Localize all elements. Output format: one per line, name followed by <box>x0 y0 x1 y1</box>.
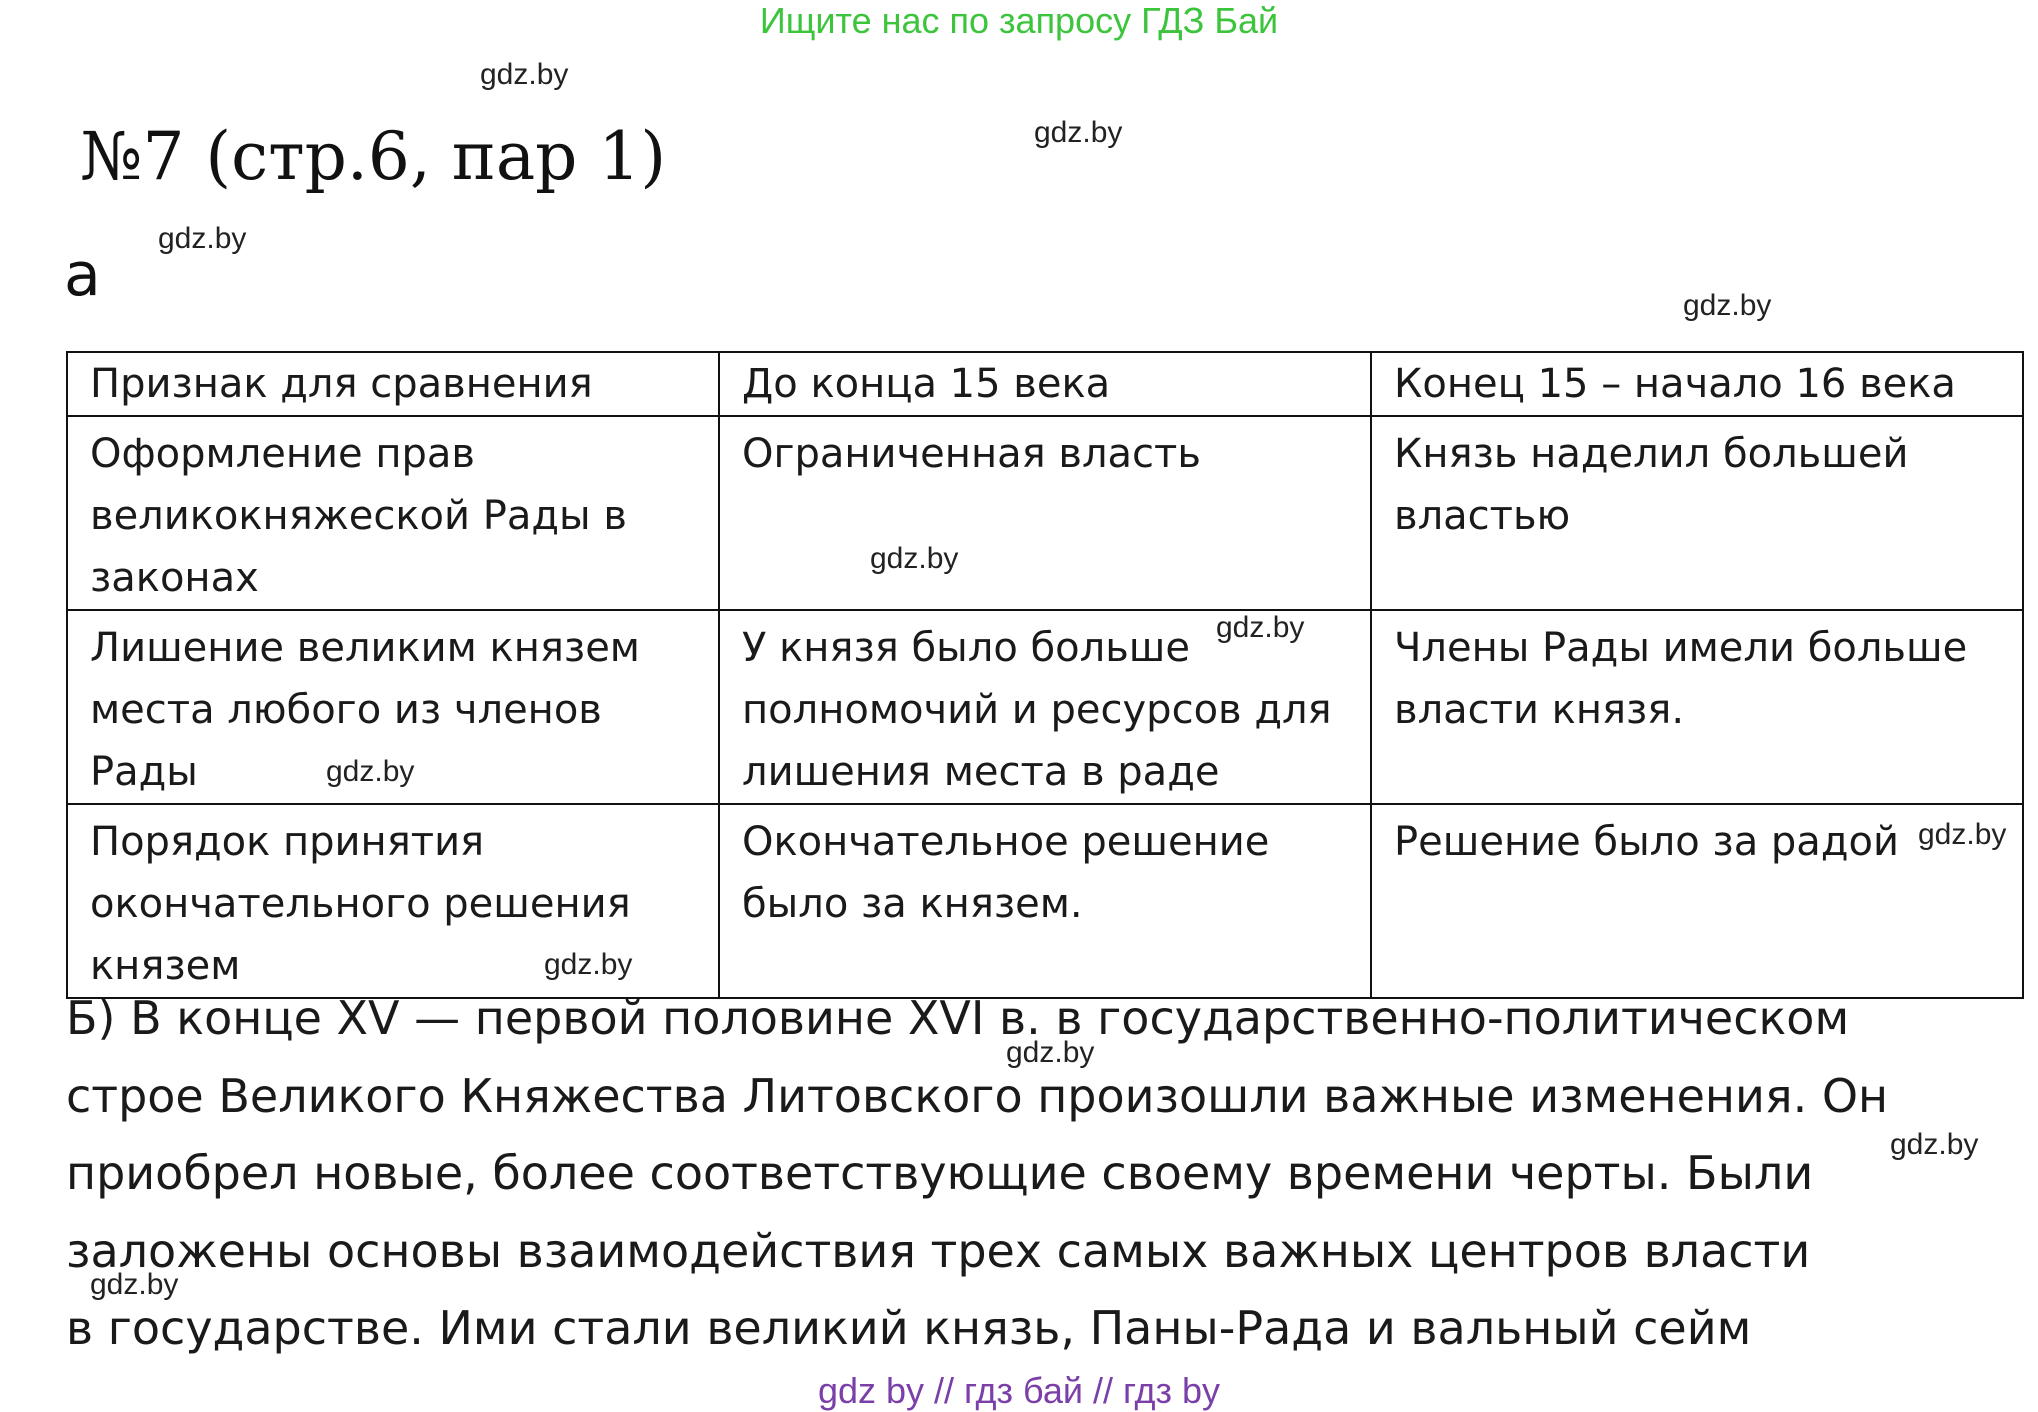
search-banner: Ищите нас по запросу ГДЗ Бай <box>759 0 1279 41</box>
table-header-row <box>67 352 2023 416</box>
watermark: gdz.by <box>1918 818 2007 851</box>
table-header-cell: Признак для сравнения <box>67 352 719 416</box>
table-cell: Ограниченная власть <box>719 416 1371 610</box>
table-cell: Члены Рады имели больше власти князя. <box>1371 610 2023 804</box>
paragraph-line: Б) В конце XV — первой половине XVI в. в государственно-политическом <box>66 991 1850 1045</box>
table-cell: Окончательное решение было за князем. <box>719 804 1371 998</box>
watermark: gdz.by <box>544 948 633 981</box>
watermark: gdz.by <box>1216 611 1305 644</box>
paragraph-line: в государстве. Ими стали великий князь, Паны-Рада и вальный сейм <box>66 1301 1752 1355</box>
watermark: gdz.by <box>90 1268 179 1301</box>
paragraph-line: приобрел новые, более соответствующие своему времени черты. Были <box>66 1146 1814 1200</box>
comparison-table <box>66 351 2024 999</box>
table-cell: Лишение великим князем места любого из членов Рады <box>67 610 719 804</box>
table-row <box>67 416 2023 610</box>
table-cell: Князь наделил большей властью <box>1371 416 2023 610</box>
watermark: gdz.by <box>1890 1128 1979 1161</box>
table-header-cell: Конец 15 – начало 16 века <box>1371 352 2023 416</box>
page-title: №7 (стр.6, пар 1) <box>80 118 667 195</box>
watermark: gdz.by <box>1683 289 1772 322</box>
watermark: gdz.by <box>158 222 247 255</box>
watermark: gdz.by <box>480 58 569 91</box>
table-cell: Решение было за радой <box>1371 804 2023 998</box>
table-cell: Оформление прав великокняжеской Рады в законах <box>67 416 719 610</box>
paragraph-line: заложены основы взаимодействия трех самых важных центров власти <box>66 1223 1811 1278</box>
table-cell: Порядок принятия окончательного решения князем <box>67 804 719 998</box>
watermark: gdz.by <box>326 755 415 788</box>
watermark: gdz.by <box>1034 116 1123 149</box>
section-letter: а <box>64 240 101 310</box>
footer-watermark: gdz by // гдз бай // гдз by <box>817 1370 1221 1411</box>
watermark: gdz.by <box>1006 1036 1095 1069</box>
table-row <box>67 804 2023 998</box>
table-header-cell: До конца 15 века <box>719 352 1371 416</box>
watermark: gdz.by <box>870 542 959 575</box>
table-cell: У князя было больше полномочий и ресурсов для лишения места в раде <box>719 610 1371 804</box>
paragraph-line: строе Великого Княжества Литовского произошли важные изменения. Он <box>66 1068 1889 1123</box>
